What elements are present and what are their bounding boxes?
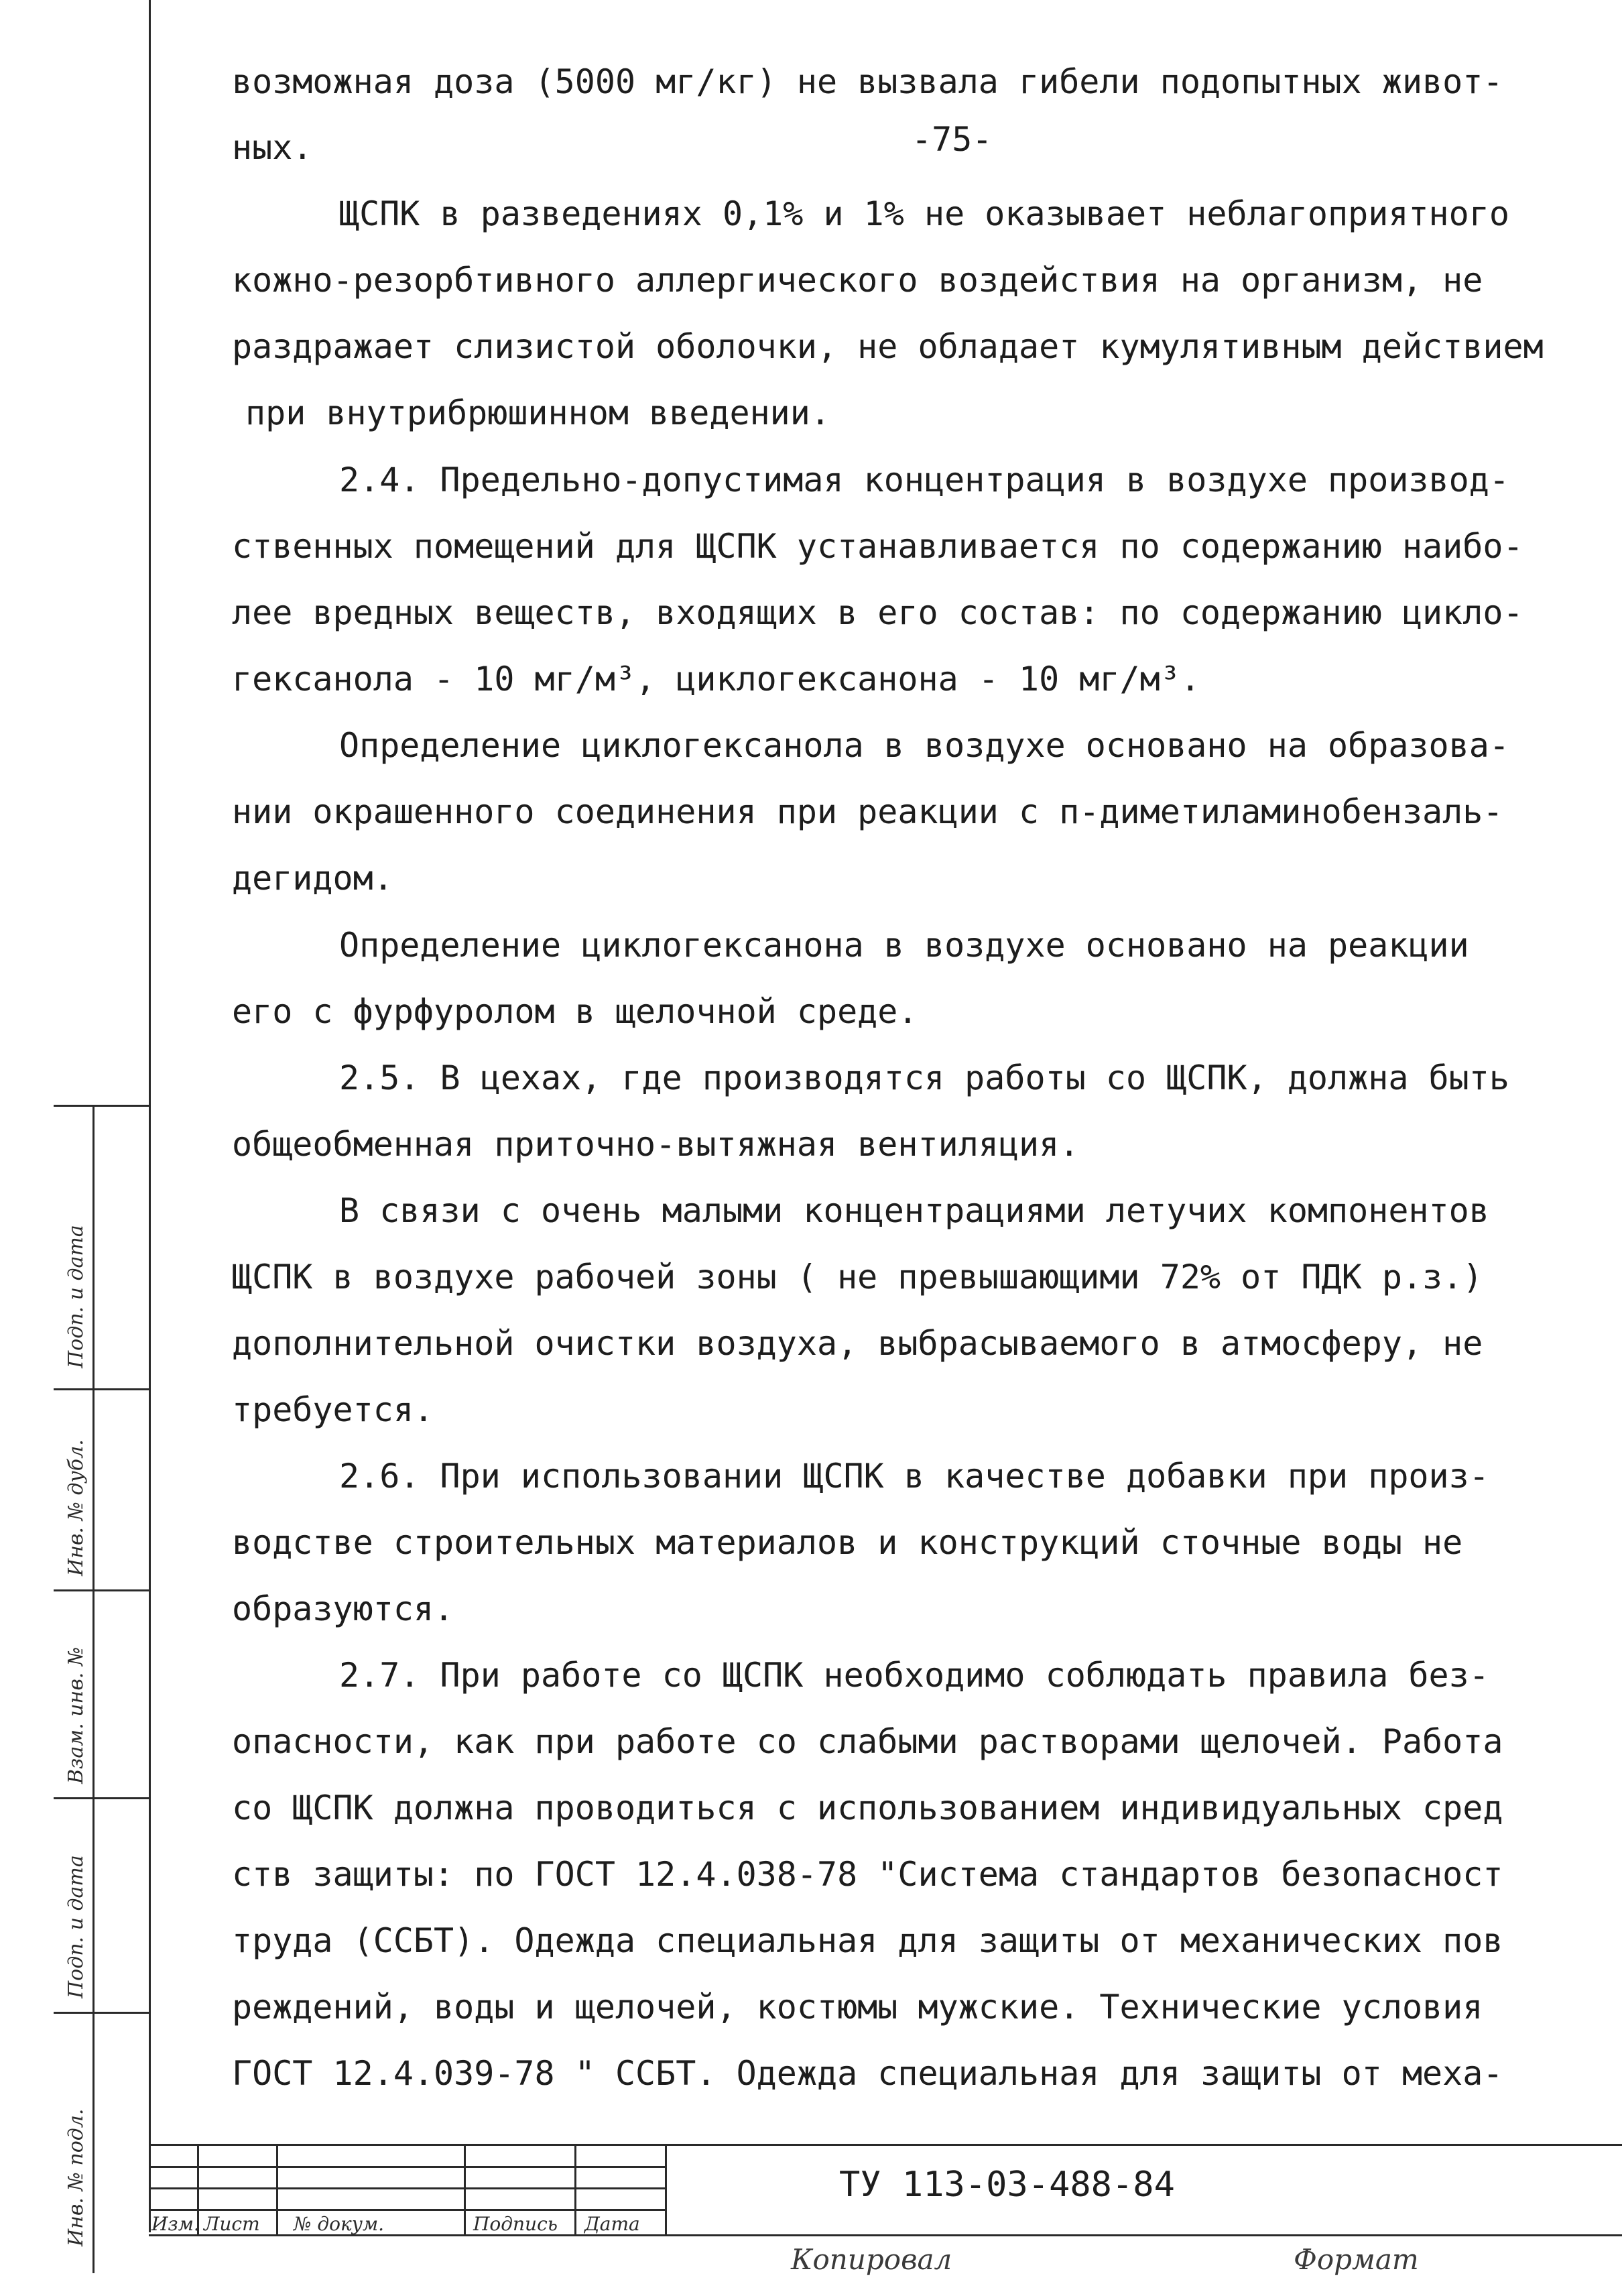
stamp-label: Подп. и дата bbox=[64, 1855, 88, 1998]
text-line: водстве строительных материалов и конструкций сточные воды не bbox=[232, 1523, 1463, 1562]
text-line: со ЩСПК должна проводиться с использованием индивидуальных сред bbox=[232, 1789, 1503, 1827]
text-line: раздражает слизистой оболочки, не обладает кумулятивным действием bbox=[232, 327, 1544, 366]
text-line: 2.4. Предельно-допустимая концентрация в воздухе производ- bbox=[339, 461, 1509, 499]
text-line: реждений, воды и щелочей, костюмы мужские. Технические условия bbox=[232, 1988, 1483, 2027]
text-line: ств защиты: по ГОСТ 12.4.038-78 "Система стандартов безопасност bbox=[232, 1855, 1503, 1894]
title-block-header: Лист bbox=[204, 2213, 260, 2235]
text-line: дегидом. bbox=[232, 859, 393, 898]
text-line: ственных помещений для ЩСПК устанавливается по содержанию наибо- bbox=[232, 527, 1523, 566]
text-line: ГОСТ 12.4.039-78 " ССБТ. Одежда специальная для защиты от меха- bbox=[232, 2054, 1503, 2093]
text-line: при внутрибрюшинном введении. bbox=[245, 394, 830, 432]
side-stamp-column bbox=[54, 1105, 149, 2273]
footer-copied: Копировал bbox=[791, 2243, 952, 2276]
text-line: ных. bbox=[232, 128, 313, 167]
title-block-header: Изм. bbox=[151, 2213, 200, 2235]
text-line: ЩСПК в воздухе рабочей зоны ( не превышающими 72% от ПДК р.з.) bbox=[232, 1258, 1483, 1296]
page-number: -75- bbox=[912, 120, 993, 159]
text-line: нии окрашенного соединения при реакции с п-диметиламинобензаль- bbox=[232, 792, 1503, 831]
footer-format: Формат bbox=[1294, 2243, 1419, 2276]
title-block-header: № докум. bbox=[294, 2213, 385, 2235]
stamp-label: Подп. и дата bbox=[64, 1225, 88, 1368]
text-line: труда (ССБТ). Одежда специальная для защиты от механических пов bbox=[232, 1921, 1503, 1960]
stamp-label: Инв. № подл. bbox=[64, 2108, 88, 2246]
stamp-label: Инв. № дубл. bbox=[64, 1439, 88, 1576]
text-line: образуются. bbox=[232, 1589, 454, 1628]
text-line: возможная доза (5000 мг/кг) не вызвала гибели подопытных живот- bbox=[232, 62, 1503, 101]
frame-left-border bbox=[149, 0, 151, 2232]
text-line: требуется. bbox=[232, 1390, 434, 1429]
text-line: общеобменная приточно-вытяжная вентиляция. bbox=[232, 1125, 1080, 1164]
text-line: гексанола - 10 мг/м³, циклогексанона - 10 мг/м³. bbox=[232, 660, 1200, 699]
text-line: его с фурфуролом в щелочной среде. bbox=[232, 992, 918, 1031]
title-block bbox=[149, 2144, 1622, 2236]
title-block-header: Дата bbox=[584, 2213, 640, 2235]
text-line: Определение циклогексанона в воздухе основано на реакции bbox=[339, 926, 1469, 965]
text-line: 2.7. При работе со ЩСПК необходимо соблюдать правила без- bbox=[339, 1656, 1489, 1695]
title-block-header: Подпись bbox=[473, 2213, 558, 2235]
text-line: кожно-резорбтивного аллергического воздействия на организм, не bbox=[232, 261, 1483, 300]
text-line: В связи с очень малыми концентрациями летучих компонентов bbox=[339, 1191, 1489, 1230]
text-line: 2.5. В цехах, где производятся работы со ЩСПК, должна быть bbox=[339, 1059, 1509, 1097]
stamp-label: Взам. инв. № bbox=[64, 1646, 88, 1784]
text-line: опасности, как при работе со слабыми растворами щелочей. Работа bbox=[232, 1722, 1503, 1761]
text-line: Определение циклогексанола в воздухе основано на образова- bbox=[339, 726, 1509, 765]
text-line: 2.6. При использовании ЩСПК в качестве добавки при произ- bbox=[339, 1457, 1489, 1496]
text-line: лее вредных веществ, входящих в его состав: по содержанию цикло- bbox=[232, 593, 1523, 632]
text-line: дополнительной очистки воздуха, выбрасываемого в атмосферу, не bbox=[232, 1324, 1483, 1363]
document-code: ТУ 113-03-488-84 bbox=[839, 2165, 1175, 2205]
text-line: ЩСПК в разведениях 0,1% и 1% не оказывает неблагоприятного bbox=[339, 194, 1509, 233]
